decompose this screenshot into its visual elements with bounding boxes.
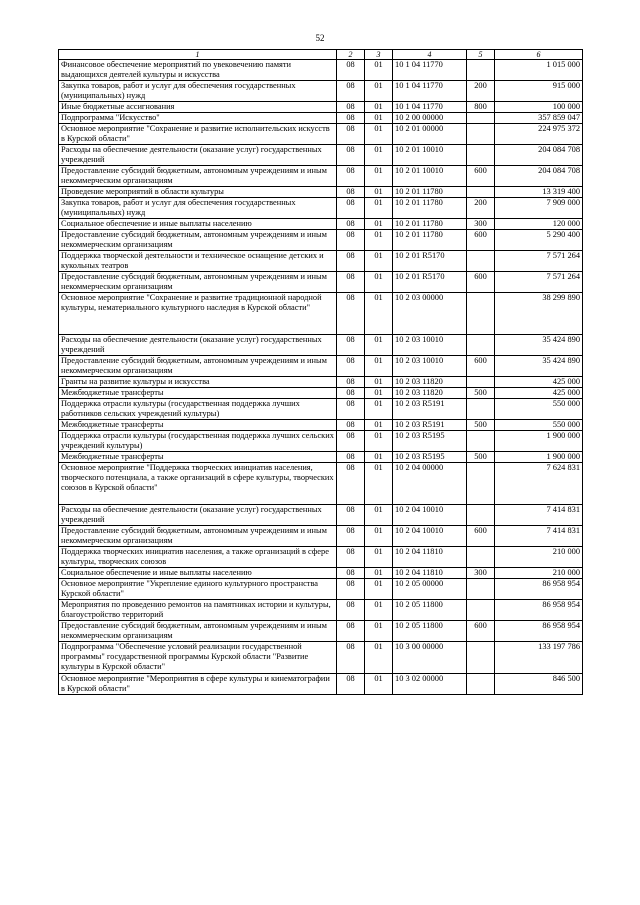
amount-value: 224 975 372 xyxy=(495,124,583,145)
article-code: 10 2 03 R5195 xyxy=(393,431,467,452)
article-code: 10 2 01 11780 xyxy=(393,219,467,230)
expense-kind-code xyxy=(467,505,495,526)
amount-value: 13 319 400 xyxy=(495,187,583,198)
table-row xyxy=(59,579,583,600)
table-row xyxy=(59,145,583,166)
amount-value: 133 197 786 xyxy=(495,642,583,674)
subsection-code: 01 xyxy=(365,145,393,166)
article-code: 10 2 01 11780 xyxy=(393,198,467,219)
expense-kind-code xyxy=(467,579,495,600)
expense-kind-code xyxy=(467,642,495,674)
subsection-code: 01 xyxy=(365,547,393,568)
item-name: Основное мероприятие "Укрепление единого культурного пространства Курской области" xyxy=(59,579,337,600)
article-code: 10 2 01 R5170 xyxy=(393,251,467,272)
table-row xyxy=(59,431,583,452)
subsection-code: 01 xyxy=(365,388,393,399)
section-code: 08 xyxy=(337,230,365,251)
table-row xyxy=(59,674,583,695)
table-row xyxy=(59,272,583,293)
expense-kind-code xyxy=(467,547,495,568)
section-code: 08 xyxy=(337,505,365,526)
subsection-code: 01 xyxy=(365,81,393,102)
amount-value: 357 859 047 xyxy=(495,113,583,124)
table-row xyxy=(59,452,583,463)
section-code: 08 xyxy=(337,420,365,431)
item-name: Расходы на обеспечение деятельности (оказание услуг) государственных учреждений xyxy=(59,145,337,166)
amount-value: 204 084 708 xyxy=(495,145,583,166)
article-code: 10 2 03 R5191 xyxy=(393,420,467,431)
subsection-code: 01 xyxy=(365,335,393,356)
amount-value: 915 000 xyxy=(495,81,583,102)
subsection-code: 01 xyxy=(365,60,393,81)
expense-kind-code: 500 xyxy=(467,452,495,463)
expense-kind-code: 600 xyxy=(467,166,495,187)
subsection-code: 01 xyxy=(365,377,393,388)
item-name: Предоставление субсидий бюджетным, автономным учреждениям и иным некоммерческим организациям xyxy=(59,526,337,547)
amount-value: 7 624 831 xyxy=(495,463,583,505)
table-row xyxy=(59,356,583,377)
table-row xyxy=(59,187,583,198)
expense-kind-code xyxy=(467,463,495,505)
amount-value: 35 424 890 xyxy=(495,356,583,377)
article-code: 10 2 03 11820 xyxy=(393,388,467,399)
item-name: Подпрограмма "Обеспечение условий реализации государственной программы" государственной программы Курской области "Развитие культуры в Курской области" xyxy=(59,642,337,674)
section-code: 08 xyxy=(337,187,365,198)
section-code: 08 xyxy=(337,377,365,388)
section-code: 08 xyxy=(337,166,365,187)
item-name: Подпрограмма "Искусство" xyxy=(59,113,337,124)
item-name: Закупка товаров, работ и услуг для обеспечения государственных (муниципальных) нужд xyxy=(59,198,337,219)
expense-kind-code: 600 xyxy=(467,272,495,293)
subsection-code: 01 xyxy=(365,102,393,113)
table-row xyxy=(59,166,583,187)
item-name: Основное мероприятие "Поддержка творческих инициатив населения, творческого потенциала, а также организаций в сфере культуры, творческих союзов в Курской области" xyxy=(59,463,337,505)
item-name: Поддержка отрасли культуры (государственная поддержка лучших работников сельских учреждений культуры) xyxy=(59,399,337,420)
section-code: 08 xyxy=(337,145,365,166)
page-number: 52 xyxy=(315,33,325,43)
item-name: Социальное обеспечение и иные выплаты населению xyxy=(59,219,337,230)
amount-value: 100 000 xyxy=(495,102,583,113)
subsection-code: 01 xyxy=(365,505,393,526)
amount-value: 1 900 000 xyxy=(495,452,583,463)
item-name: Межбюджетные трансферты xyxy=(59,420,337,431)
item-name: Проведение мероприятий в области культуры xyxy=(59,187,337,198)
header-col-3: 3 xyxy=(365,50,393,60)
expense-kind-code xyxy=(467,113,495,124)
section-code: 08 xyxy=(337,388,365,399)
item-name: Расходы на обеспечение деятельности (оказание услуг) государственных учреждений xyxy=(59,335,337,356)
expense-kind-code xyxy=(467,251,495,272)
table-row xyxy=(59,399,583,420)
item-name: Предоставление субсидий бюджетным, автономным учреждениям и иным некоммерческим организациям xyxy=(59,166,337,187)
amount-value: 550 000 xyxy=(495,399,583,420)
section-code: 08 xyxy=(337,452,365,463)
article-code: 10 2 01 10010 xyxy=(393,166,467,187)
amount-value: 210 000 xyxy=(495,568,583,579)
section-code: 08 xyxy=(337,124,365,145)
subsection-code: 01 xyxy=(365,166,393,187)
amount-value: 550 000 xyxy=(495,420,583,431)
section-code: 08 xyxy=(337,431,365,452)
section-code: 08 xyxy=(337,219,365,230)
table-row xyxy=(59,198,583,219)
table-row xyxy=(59,463,583,505)
article-code: 10 2 03 00000 xyxy=(393,293,467,335)
table-row xyxy=(59,547,583,568)
subsection-code: 01 xyxy=(365,251,393,272)
section-code: 08 xyxy=(337,547,365,568)
subsection-code: 01 xyxy=(365,124,393,145)
item-name: Иные бюджетные ассигнования xyxy=(59,102,337,113)
expense-kind-code xyxy=(467,399,495,420)
expense-kind-code xyxy=(467,431,495,452)
table-row xyxy=(59,505,583,526)
section-code: 08 xyxy=(337,621,365,642)
item-name: Поддержка творческих инициатив населения, а также организаций в сфере культуры, творческих союзов xyxy=(59,547,337,568)
subsection-code: 01 xyxy=(365,198,393,219)
section-code: 08 xyxy=(337,81,365,102)
item-name: Гранты на развитие культуры и искусства xyxy=(59,377,337,388)
section-code: 08 xyxy=(337,102,365,113)
article-code: 10 2 04 10010 xyxy=(393,505,467,526)
table-row xyxy=(59,219,583,230)
subsection-code: 01 xyxy=(365,230,393,251)
amount-value: 204 084 708 xyxy=(495,166,583,187)
subsection-code: 01 xyxy=(365,356,393,377)
article-code: 10 2 01 00000 xyxy=(393,124,467,145)
section-code: 08 xyxy=(337,60,365,81)
subsection-code: 01 xyxy=(365,187,393,198)
section-code: 08 xyxy=(337,335,365,356)
article-code: 10 2 03 10010 xyxy=(393,335,467,356)
expense-kind-code: 800 xyxy=(467,102,495,113)
amount-value: 7 571 264 xyxy=(495,272,583,293)
table-row xyxy=(59,293,583,335)
expense-kind-code xyxy=(467,187,495,198)
subsection-code: 01 xyxy=(365,579,393,600)
article-code: 10 1 04 11770 xyxy=(393,102,467,113)
expense-kind-code xyxy=(467,124,495,145)
section-code: 08 xyxy=(337,579,365,600)
amount-value: 7 414 831 xyxy=(495,505,583,526)
article-code: 10 1 04 11770 xyxy=(393,81,467,102)
header-col-5: 5 xyxy=(467,50,495,60)
expense-kind-code xyxy=(467,335,495,356)
table-row xyxy=(59,113,583,124)
expense-kind-code: 600 xyxy=(467,230,495,251)
amount-value: 7 414 831 xyxy=(495,526,583,547)
article-code: 10 2 04 00000 xyxy=(393,463,467,505)
article-code: 10 2 01 11780 xyxy=(393,230,467,251)
amount-value: 86 958 954 xyxy=(495,579,583,600)
expense-kind-code: 600 xyxy=(467,621,495,642)
item-name: Расходы на обеспечение деятельности (оказание услуг) государственных учреждений xyxy=(59,505,337,526)
section-code: 08 xyxy=(337,251,365,272)
subsection-code: 01 xyxy=(365,420,393,431)
table-row xyxy=(59,81,583,102)
item-name: Поддержка творческой деятельности и техническое оснащение детских и кукольных театров xyxy=(59,251,337,272)
amount-value: 7 571 264 xyxy=(495,251,583,272)
article-code: 10 2 03 10010 xyxy=(393,356,467,377)
expense-kind-code: 500 xyxy=(467,388,495,399)
section-code: 08 xyxy=(337,113,365,124)
table-row xyxy=(59,526,583,547)
subsection-code: 01 xyxy=(365,113,393,124)
article-code: 10 2 01 11780 xyxy=(393,187,467,198)
header-col-1: 1 xyxy=(59,50,337,60)
article-code: 10 2 05 11800 xyxy=(393,621,467,642)
item-name: Мероприятия по проведению ремонтов на памятниках истории и культуры, благоустройство территорий xyxy=(59,600,337,621)
table-row xyxy=(59,388,583,399)
table-row xyxy=(59,102,583,113)
section-code: 08 xyxy=(337,399,365,420)
section-code: 08 xyxy=(337,674,365,695)
header-col-2: 2 xyxy=(337,50,365,60)
table-row xyxy=(59,642,583,674)
article-code: 10 2 03 R5195 xyxy=(393,452,467,463)
subsection-code: 01 xyxy=(365,272,393,293)
article-code: 10 2 04 11810 xyxy=(393,547,467,568)
article-code: 10 2 03 11820 xyxy=(393,377,467,388)
subsection-code: 01 xyxy=(365,399,393,420)
article-code: 10 3 02 00000 xyxy=(393,674,467,695)
subsection-code: 01 xyxy=(365,452,393,463)
article-code: 10 2 05 11800 xyxy=(393,600,467,621)
item-name: Основное мероприятие "Сохранение и развитие традиционной народной культуры, нематериального культурного наследия в Курской области" xyxy=(59,293,337,335)
amount-value: 7 909 000 xyxy=(495,198,583,219)
expense-kind-code: 600 xyxy=(467,526,495,547)
item-name: Основное мероприятие "Сохранение и развитие исполнительских искусств в Курской области" xyxy=(59,124,337,145)
article-code: 10 1 04 11770 xyxy=(393,60,467,81)
article-code: 10 3 00 00000 xyxy=(393,642,467,674)
item-name: Предоставление субсидий бюджетным, автономным учреждениям и иным некоммерческим организациям xyxy=(59,230,337,251)
amount-value: 1 900 000 xyxy=(495,431,583,452)
section-code: 08 xyxy=(337,198,365,219)
amount-value: 38 299 890 xyxy=(495,293,583,335)
expense-kind-code: 600 xyxy=(467,356,495,377)
subsection-code: 01 xyxy=(365,526,393,547)
budget-table xyxy=(58,49,583,695)
amount-value: 846 500 xyxy=(495,674,583,695)
table-row xyxy=(59,568,583,579)
subsection-code: 01 xyxy=(365,621,393,642)
subsection-code: 01 xyxy=(365,293,393,335)
item-name: Межбюджетные трансферты xyxy=(59,452,337,463)
table-row xyxy=(59,124,583,145)
item-name: Поддержка отрасли культуры (государственная поддержка лучших сельских учреждений культуры) xyxy=(59,431,337,452)
article-code: 10 2 04 11810 xyxy=(393,568,467,579)
expense-kind-code xyxy=(467,293,495,335)
table-row xyxy=(59,230,583,251)
amount-value: 1 015 000 xyxy=(495,60,583,81)
expense-kind-code xyxy=(467,60,495,81)
expense-kind-code xyxy=(467,600,495,621)
item-name: Основное мероприятие "Мероприятия в сфере культуры и кинематографии в Курской области" xyxy=(59,674,337,695)
article-code: 10 2 01 R5170 xyxy=(393,272,467,293)
subsection-code: 01 xyxy=(365,219,393,230)
expense-kind-code: 200 xyxy=(467,198,495,219)
table-body xyxy=(59,60,583,695)
article-code: 10 2 00 00000 xyxy=(393,113,467,124)
amount-value: 425 000 xyxy=(495,377,583,388)
expense-kind-code: 300 xyxy=(467,219,495,230)
item-name: Межбюджетные трансферты xyxy=(59,388,337,399)
article-code: 10 2 04 10010 xyxy=(393,526,467,547)
table-row xyxy=(59,420,583,431)
amount-value: 35 424 890 xyxy=(495,335,583,356)
section-code: 08 xyxy=(337,463,365,505)
article-code: 10 2 05 00000 xyxy=(393,579,467,600)
amount-value: 86 958 954 xyxy=(495,621,583,642)
expense-kind-code xyxy=(467,674,495,695)
section-code: 08 xyxy=(337,526,365,547)
table-header-row xyxy=(59,50,583,60)
subsection-code: 01 xyxy=(365,600,393,621)
section-code: 08 xyxy=(337,356,365,377)
section-code: 08 xyxy=(337,600,365,621)
amount-value: 86 958 954 xyxy=(495,600,583,621)
table-row xyxy=(59,335,583,356)
subsection-code: 01 xyxy=(365,463,393,505)
header-col-6: 6 xyxy=(495,50,583,60)
item-name: Социальное обеспечение и иные выплаты населению xyxy=(59,568,337,579)
amount-value: 210 000 xyxy=(495,547,583,568)
item-name: Закупка товаров, работ и услуг для обеспечения государственных (муниципальных) нужд xyxy=(59,81,337,102)
subsection-code: 01 xyxy=(365,431,393,452)
section-code: 08 xyxy=(337,272,365,293)
expense-kind-code xyxy=(467,145,495,166)
article-code: 10 2 01 10010 xyxy=(393,145,467,166)
subsection-code: 01 xyxy=(365,568,393,579)
table-row xyxy=(59,621,583,642)
section-code: 08 xyxy=(337,568,365,579)
table-row xyxy=(59,60,583,81)
subsection-code: 01 xyxy=(365,642,393,674)
item-name: Предоставление субсидий бюджетным, автономным учреждениям и иным некоммерческим организациям xyxy=(59,621,337,642)
expense-kind-code: 300 xyxy=(467,568,495,579)
item-name: Финансовое обеспечение мероприятий по увековечению памяти выдающихся деятелей культуры и искусства xyxy=(59,60,337,81)
amount-value: 5 290 400 xyxy=(495,230,583,251)
item-name: Предоставление субсидий бюджетным, автономным учреждениям и иным некоммерческим организациям xyxy=(59,272,337,293)
item-name: Предоставление субсидий бюджетным, автономным учреждениям и иным некоммерческим организациям xyxy=(59,356,337,377)
section-code: 08 xyxy=(337,642,365,674)
table-row xyxy=(59,600,583,621)
header-col-4: 4 xyxy=(393,50,467,60)
table-row xyxy=(59,377,583,388)
subsection-code: 01 xyxy=(365,674,393,695)
section-code: 08 xyxy=(337,293,365,335)
expense-kind-code: 200 xyxy=(467,81,495,102)
article-code: 10 2 03 R5191 xyxy=(393,399,467,420)
table-row xyxy=(59,251,583,272)
amount-value: 120 000 xyxy=(495,219,583,230)
amount-value: 425 000 xyxy=(495,388,583,399)
expense-kind-code xyxy=(467,377,495,388)
expense-kind-code: 500 xyxy=(467,420,495,431)
